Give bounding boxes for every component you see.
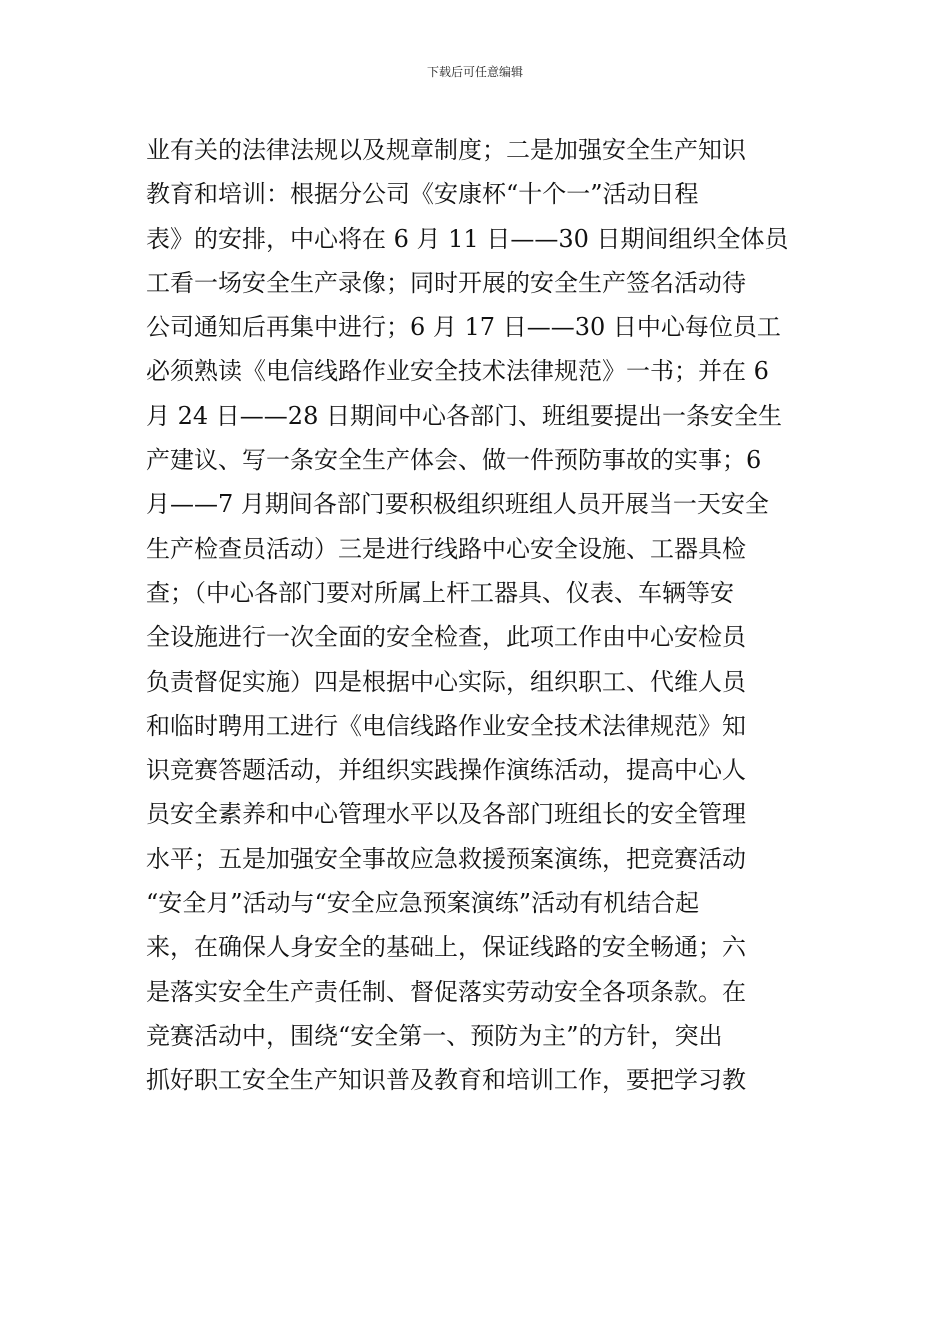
text-line: 全设施进行一次全面的安全检查，此项工作由中心安检员 [146,623,746,652]
text-line: 业有关的法律法规以及规章制度；二是加强安全生产知识 [146,136,746,164]
text-line: 生产检查员活动）三是进行线路中心安全设施、工器具检 [146,534,746,563]
text-line: 必须熟读《电信线路作业安全技术法律规范》一书；并在 6 [146,357,769,386]
text-line: 产建议、写一条安全生产体会、做一件预防事故的实事；6 [146,446,762,475]
text-line: 识竞赛答题活动，并组织实践操作演练活动，提高中心人 [146,756,746,785]
text-line: 是落实安全生产责任制、督促落实劳动安全各项条款。在 [146,977,746,1006]
text-line: “安全月”活动与“安全应急预案演练”活动有机结合起 [146,889,700,918]
text-line: 员安全素养和中心管理水平以及各部门班组长的安全管理 [146,800,746,829]
text-line: 来，在确保人身安全的基础上，保证线路的安全畅通；六 [146,933,746,962]
text-line: 负责督促实施）四是根据中心实际，组织职工、代维人员 [146,667,746,696]
text-line: 水平；五是加强安全事故应急救援预案演练，把竞赛活动 [146,844,746,873]
text-line: 抓好职工安全生产知识普及教育和培训工作，要把学习教 [146,1066,746,1095]
text-line: 工看一场安全生产录像；同时开展的安全生产签名活动待 [146,268,746,297]
text-line: 和临时聘用工进行《电信线路作业安全技术法律规范》知 [146,711,746,740]
page-header: 下载后可任意编辑 [426,65,523,79]
text-line: 教育和培训：根据分公司《安康杯“十个一”活动日程 [146,180,699,209]
text-line: 竞赛活动中，围绕“安全第一、预防为主”的方针，突出 [146,1021,723,1050]
text-line: 查；（中心各部门要对所属上杆工器具、仪表、车辆等安 [146,578,734,607]
body-text [146,128,810,1103]
text-line: 月 24 日——28 日期间中心各部门、班组要提出一条安全生 [146,401,782,430]
text-line: 公司通知后再集中进行；6 月 17 日——30 日中心每位员工 [146,313,781,342]
text-line: 月——7 月期间各部门要积极组织班组人员开展当一天安全 [146,490,769,519]
text-line: 表》的安排，中心将在 6 月 11 日——30 日期间组织全体员 [146,224,789,253]
